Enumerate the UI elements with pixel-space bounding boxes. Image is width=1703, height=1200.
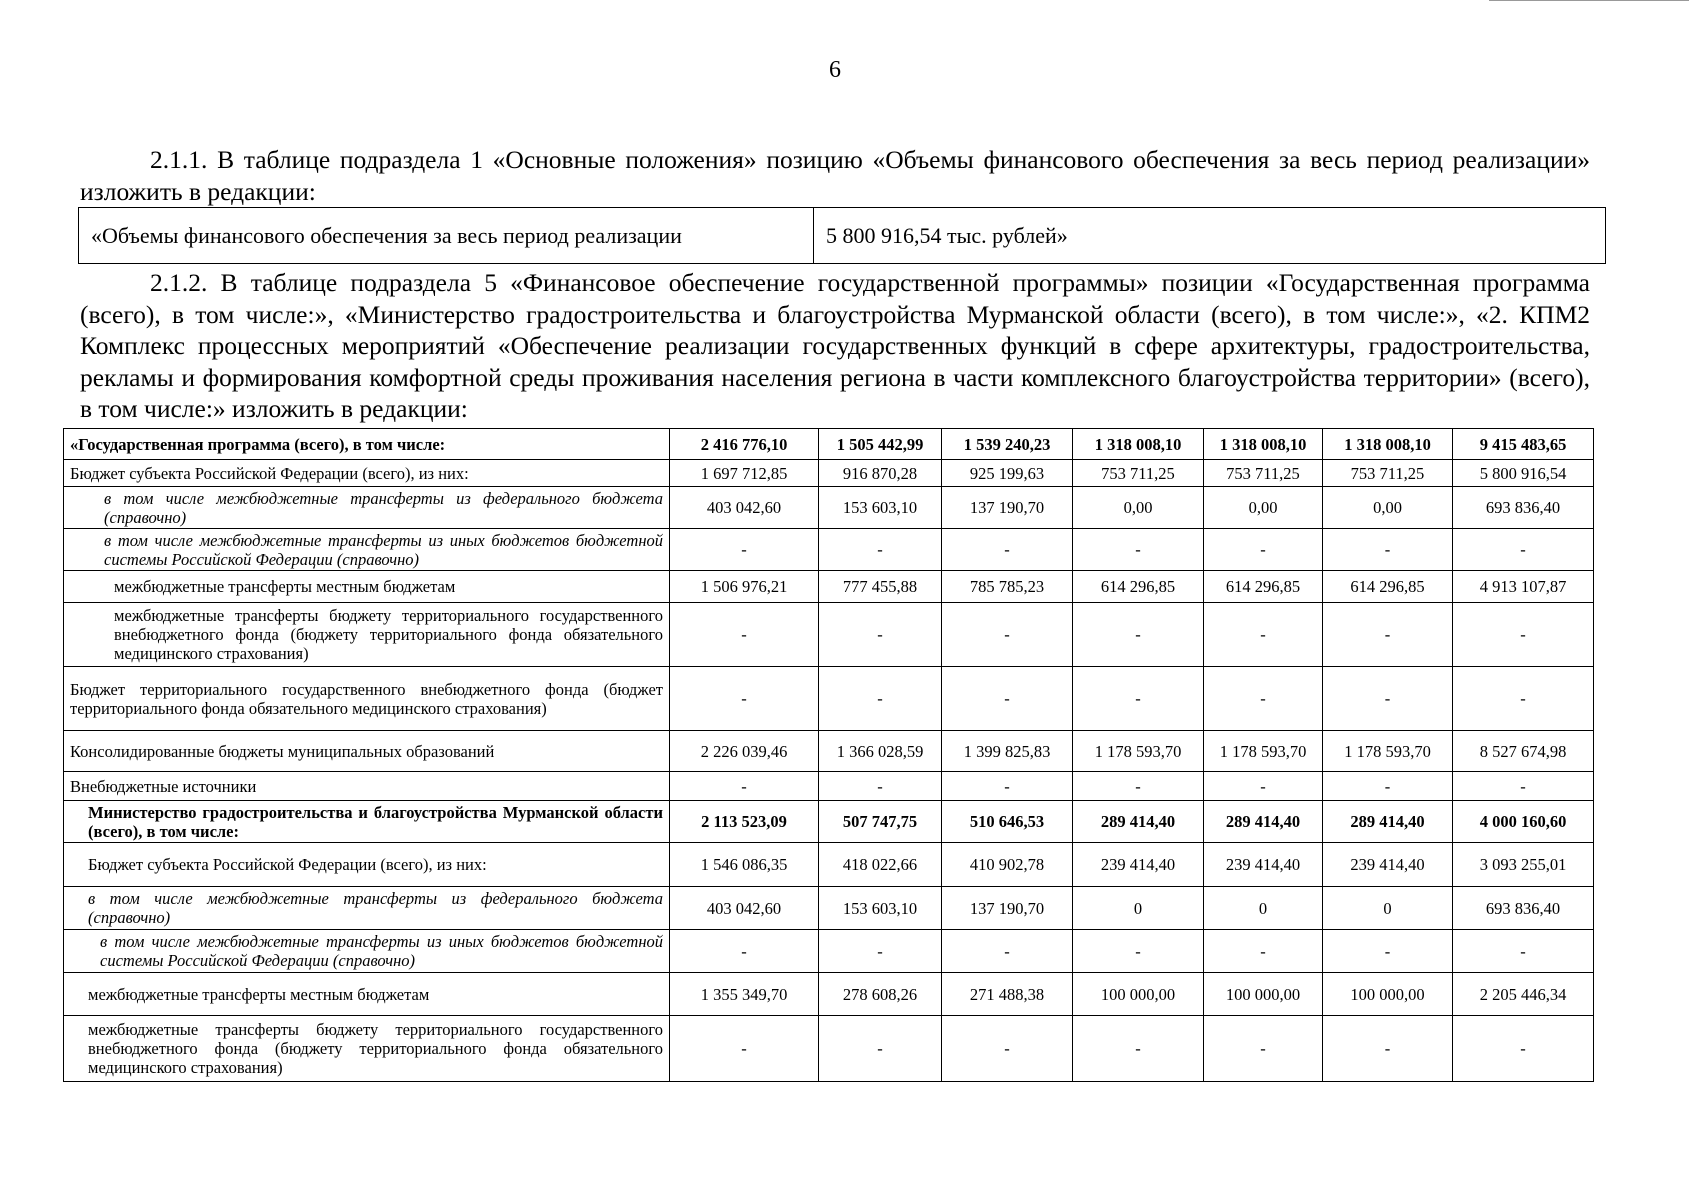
value-cell: 153 603,10 — [819, 487, 942, 529]
paragraph-2-1-2-text: 2.1.2. В таблице подраздела 5 «Финансовое обеспечение государственной программы» позиции «Государственная программа (всего), в том числе:», «Министерство градостроительства и благоустройства Мурманской области (всего), в том числе:», «2. КПМ2 Комплекс процессных мероприятий «Обеспечение реализации государственных функций в сфере архитектуры, градостроительства, рекламы и формирования комфортной среды проживания населения региона в части комплексного благоустройства территории» (всего), в том числе:» изложить в редакции: — [80, 268, 1590, 423]
row-label: в том числе межбюджетные трансферты из федерального бюджета (справочно) — [64, 487, 670, 529]
value-cell: 153 603,10 — [819, 887, 942, 930]
value-cell: 4 000 160,60 — [1453, 801, 1594, 843]
row-label: Бюджет субъекта Российской Федерации (всего), из них: — [64, 843, 670, 887]
value-cell: 916 870,28 — [819, 460, 942, 487]
value-cell: - — [1204, 772, 1323, 801]
table-row — [64, 1016, 1594, 1082]
table-row — [64, 429, 1594, 460]
page-number: 6 — [829, 57, 841, 83]
table-row — [64, 529, 1594, 571]
value-cell: - — [1204, 603, 1323, 667]
value-cell: 1 546 086,35 — [670, 843, 819, 887]
value-cell: 271 488,38 — [942, 973, 1073, 1016]
paragraph-2-1-1 — [80, 144, 1590, 207]
value-cell: - — [819, 772, 942, 801]
value-cell: 2 416 776,10 — [670, 429, 819, 460]
value-cell: 753 711,25 — [1323, 460, 1453, 487]
value-cell: 289 414,40 — [1073, 801, 1204, 843]
value-cell: - — [1453, 1016, 1594, 1082]
value-cell: - — [670, 603, 819, 667]
value-cell: 8 527 674,98 — [1453, 731, 1594, 772]
value-cell: 0,00 — [1323, 487, 1453, 529]
value-cell: - — [942, 772, 1073, 801]
value-cell: 1 697 712,85 — [670, 460, 819, 487]
value-cell: 1 506 976,21 — [670, 571, 819, 603]
value-cell: 1 318 008,10 — [1323, 429, 1453, 460]
row-label: в том числе межбюджетные трансферты из иных бюджетов бюджетной системы Российской Федерации (справочно) — [64, 529, 670, 571]
table-row — [64, 772, 1594, 801]
paragraph-2-1-1-text: 2.1.1. В таблице подраздела 1 «Основные положения» позицию «Объемы финансового обеспечения за весь период реализации» изложить в редакции: — [80, 145, 1590, 206]
value-cell: 693 836,40 — [1453, 487, 1594, 529]
value-cell: - — [1204, 667, 1323, 731]
value-cell: - — [670, 930, 819, 973]
value-cell: 410 902,78 — [942, 843, 1073, 887]
row-label: в том числе межбюджетные трансферты из иных бюджетов бюджетной системы Российской Федерации (справочно) — [64, 930, 670, 973]
value-cell: - — [1323, 667, 1453, 731]
table-row — [64, 603, 1594, 667]
value-cell: 0 — [1073, 887, 1204, 930]
table-row — [64, 973, 1594, 1016]
value-cell: 239 414,40 — [1323, 843, 1453, 887]
value-cell: - — [819, 1016, 942, 1082]
table-row — [64, 843, 1594, 887]
value-cell: 614 296,85 — [1073, 571, 1204, 603]
value-cell: 1 399 825,83 — [942, 731, 1073, 772]
row-label: межбюджетные трансферты бюджету территориального государственного внебюджетного фонда (бюджету территориального фонда обязательного медицинского страхования) — [64, 603, 670, 667]
value-cell: 2 113 523,09 — [670, 801, 819, 843]
value-cell: - — [1453, 529, 1594, 571]
row-label: Бюджет субъекта Российской Федерации (всего), из них: — [64, 460, 670, 487]
finance-table-body — [64, 429, 1594, 1082]
table-row — [64, 930, 1594, 973]
value-cell: 289 414,40 — [1323, 801, 1453, 843]
value-cell: 239 414,40 — [1204, 843, 1323, 887]
value-cell: - — [1073, 930, 1204, 973]
value-cell: - — [1073, 772, 1204, 801]
value-cell: - — [942, 930, 1073, 973]
value-cell: - — [1073, 603, 1204, 667]
value-cell: - — [942, 529, 1073, 571]
table-row — [64, 571, 1594, 603]
value-cell: - — [1204, 1016, 1323, 1082]
value-cell: 925 199,63 — [942, 460, 1073, 487]
row-label: межбюджетные трансферты местным бюджетам — [64, 973, 670, 1016]
value-cell: - — [1323, 603, 1453, 667]
value-cell: - — [819, 667, 942, 731]
value-cell: 5 800 916,54 — [1453, 460, 1594, 487]
value-cell: 137 190,70 — [942, 887, 1073, 930]
value-cell: 403 042,60 — [670, 887, 819, 930]
value-cell: 278 608,26 — [819, 973, 942, 1016]
value-cell: 777 455,88 — [819, 571, 942, 603]
value-cell: 507 747,75 — [819, 801, 942, 843]
value-cell: 418 022,66 — [819, 843, 942, 887]
value-cell: - — [1073, 529, 1204, 571]
value-cell: 1 318 008,10 — [1073, 429, 1204, 460]
value-cell: - — [1453, 667, 1594, 731]
table-row — [64, 801, 1594, 843]
value-cell: - — [670, 529, 819, 571]
value-cell: 1 366 028,59 — [819, 731, 942, 772]
value-cell: 693 836,40 — [1453, 887, 1594, 930]
value-cell: - — [819, 603, 942, 667]
value-cell: 510 646,53 — [942, 801, 1073, 843]
row-label: Внебюджетные источники — [64, 772, 670, 801]
table-row — [64, 731, 1594, 772]
value-cell: 2 205 446,34 — [1453, 973, 1594, 1016]
value-cell: - — [1204, 529, 1323, 571]
value-cell: 1 178 593,70 — [1323, 731, 1453, 772]
value-cell: - — [670, 772, 819, 801]
value-cell: 3 093 255,01 — [1453, 843, 1594, 887]
table-row — [64, 887, 1594, 930]
value-cell: 239 414,40 — [1073, 843, 1204, 887]
row-label: Бюджет территориального государственного внебюджетного фонда (бюджет территориального фонда обязательного медицинского страхования) — [64, 667, 670, 731]
value-cell: 1 178 593,70 — [1073, 731, 1204, 772]
row-label: Министерство градостроительства и благоустройства Мурманской области (всего), в том числе: — [64, 801, 670, 843]
finance-table — [63, 428, 1594, 1082]
value-cell: - — [670, 667, 819, 731]
scan-edge-mark — [1489, 0, 1689, 3]
value-cell: - — [1323, 1016, 1453, 1082]
row-label: межбюджетные трансферты бюджету территориального государственного внебюджетного фонда (бюджету территориального фонда обязательного медицинского страхования) — [64, 1016, 670, 1082]
value-cell: - — [1453, 603, 1594, 667]
value-cell: 753 711,25 — [1073, 460, 1204, 487]
table-row — [64, 667, 1594, 731]
value-cell: 403 042,60 — [670, 487, 819, 529]
paragraph-2-1-2 — [80, 267, 1590, 425]
value-cell: 100 000,00 — [1204, 973, 1323, 1016]
value-cell: 753 711,25 — [1204, 460, 1323, 487]
row-label: межбюджетные трансферты местным бюджетам — [64, 571, 670, 603]
table-row — [64, 460, 1594, 487]
value-cell: 289 414,40 — [1204, 801, 1323, 843]
value-cell: - — [942, 667, 1073, 731]
value-cell: 1 318 008,10 — [1204, 429, 1323, 460]
value-cell: - — [1453, 930, 1594, 973]
value-cell: - — [1204, 930, 1323, 973]
value-cell: - — [1453, 772, 1594, 801]
value-cell: - — [819, 529, 942, 571]
value-cell: 0 — [1323, 887, 1453, 930]
value-cell: - — [1073, 667, 1204, 731]
value-cell: - — [819, 930, 942, 973]
value-cell: 137 190,70 — [942, 487, 1073, 529]
value-cell: - — [1323, 772, 1453, 801]
value-cell: 2 226 039,46 — [670, 731, 819, 772]
summary-value: 5 800 916,54 тыс. рублей» — [814, 208, 1606, 264]
value-cell: - — [942, 603, 1073, 667]
value-cell: - — [942, 1016, 1073, 1082]
value-cell: - — [1323, 930, 1453, 973]
value-cell: 1 505 442,99 — [819, 429, 942, 460]
row-label: в том числе межбюджетные трансферты из федерального бюджета (справочно) — [64, 887, 670, 930]
summary-row — [79, 208, 1606, 264]
value-cell: - — [1073, 1016, 1204, 1082]
value-cell: 1 355 349,70 — [670, 973, 819, 1016]
value-cell: 1 539 240,23 — [942, 429, 1073, 460]
value-cell: 614 296,85 — [1204, 571, 1323, 603]
value-cell: 614 296,85 — [1323, 571, 1453, 603]
row-label: Консолидированные бюджеты муниципальных образований — [64, 731, 670, 772]
value-cell: 0 — [1204, 887, 1323, 930]
value-cell: 0,00 — [1073, 487, 1204, 529]
value-cell: 0,00 — [1204, 487, 1323, 529]
value-cell: 1 178 593,70 — [1204, 731, 1323, 772]
value-cell: 785 785,23 — [942, 571, 1073, 603]
value-cell: - — [670, 1016, 819, 1082]
value-cell: 9 415 483,65 — [1453, 429, 1594, 460]
summary-table — [78, 207, 1606, 264]
row-label: «Государственная программа (всего), в том числе: — [64, 429, 670, 460]
table-row — [64, 487, 1594, 529]
summary-label: «Объемы финансового обеспечения за весь период реализации — [79, 208, 814, 264]
value-cell: 4 913 107,87 — [1453, 571, 1594, 603]
value-cell: - — [1323, 529, 1453, 571]
value-cell: 100 000,00 — [1323, 973, 1453, 1016]
value-cell: 100 000,00 — [1073, 973, 1204, 1016]
